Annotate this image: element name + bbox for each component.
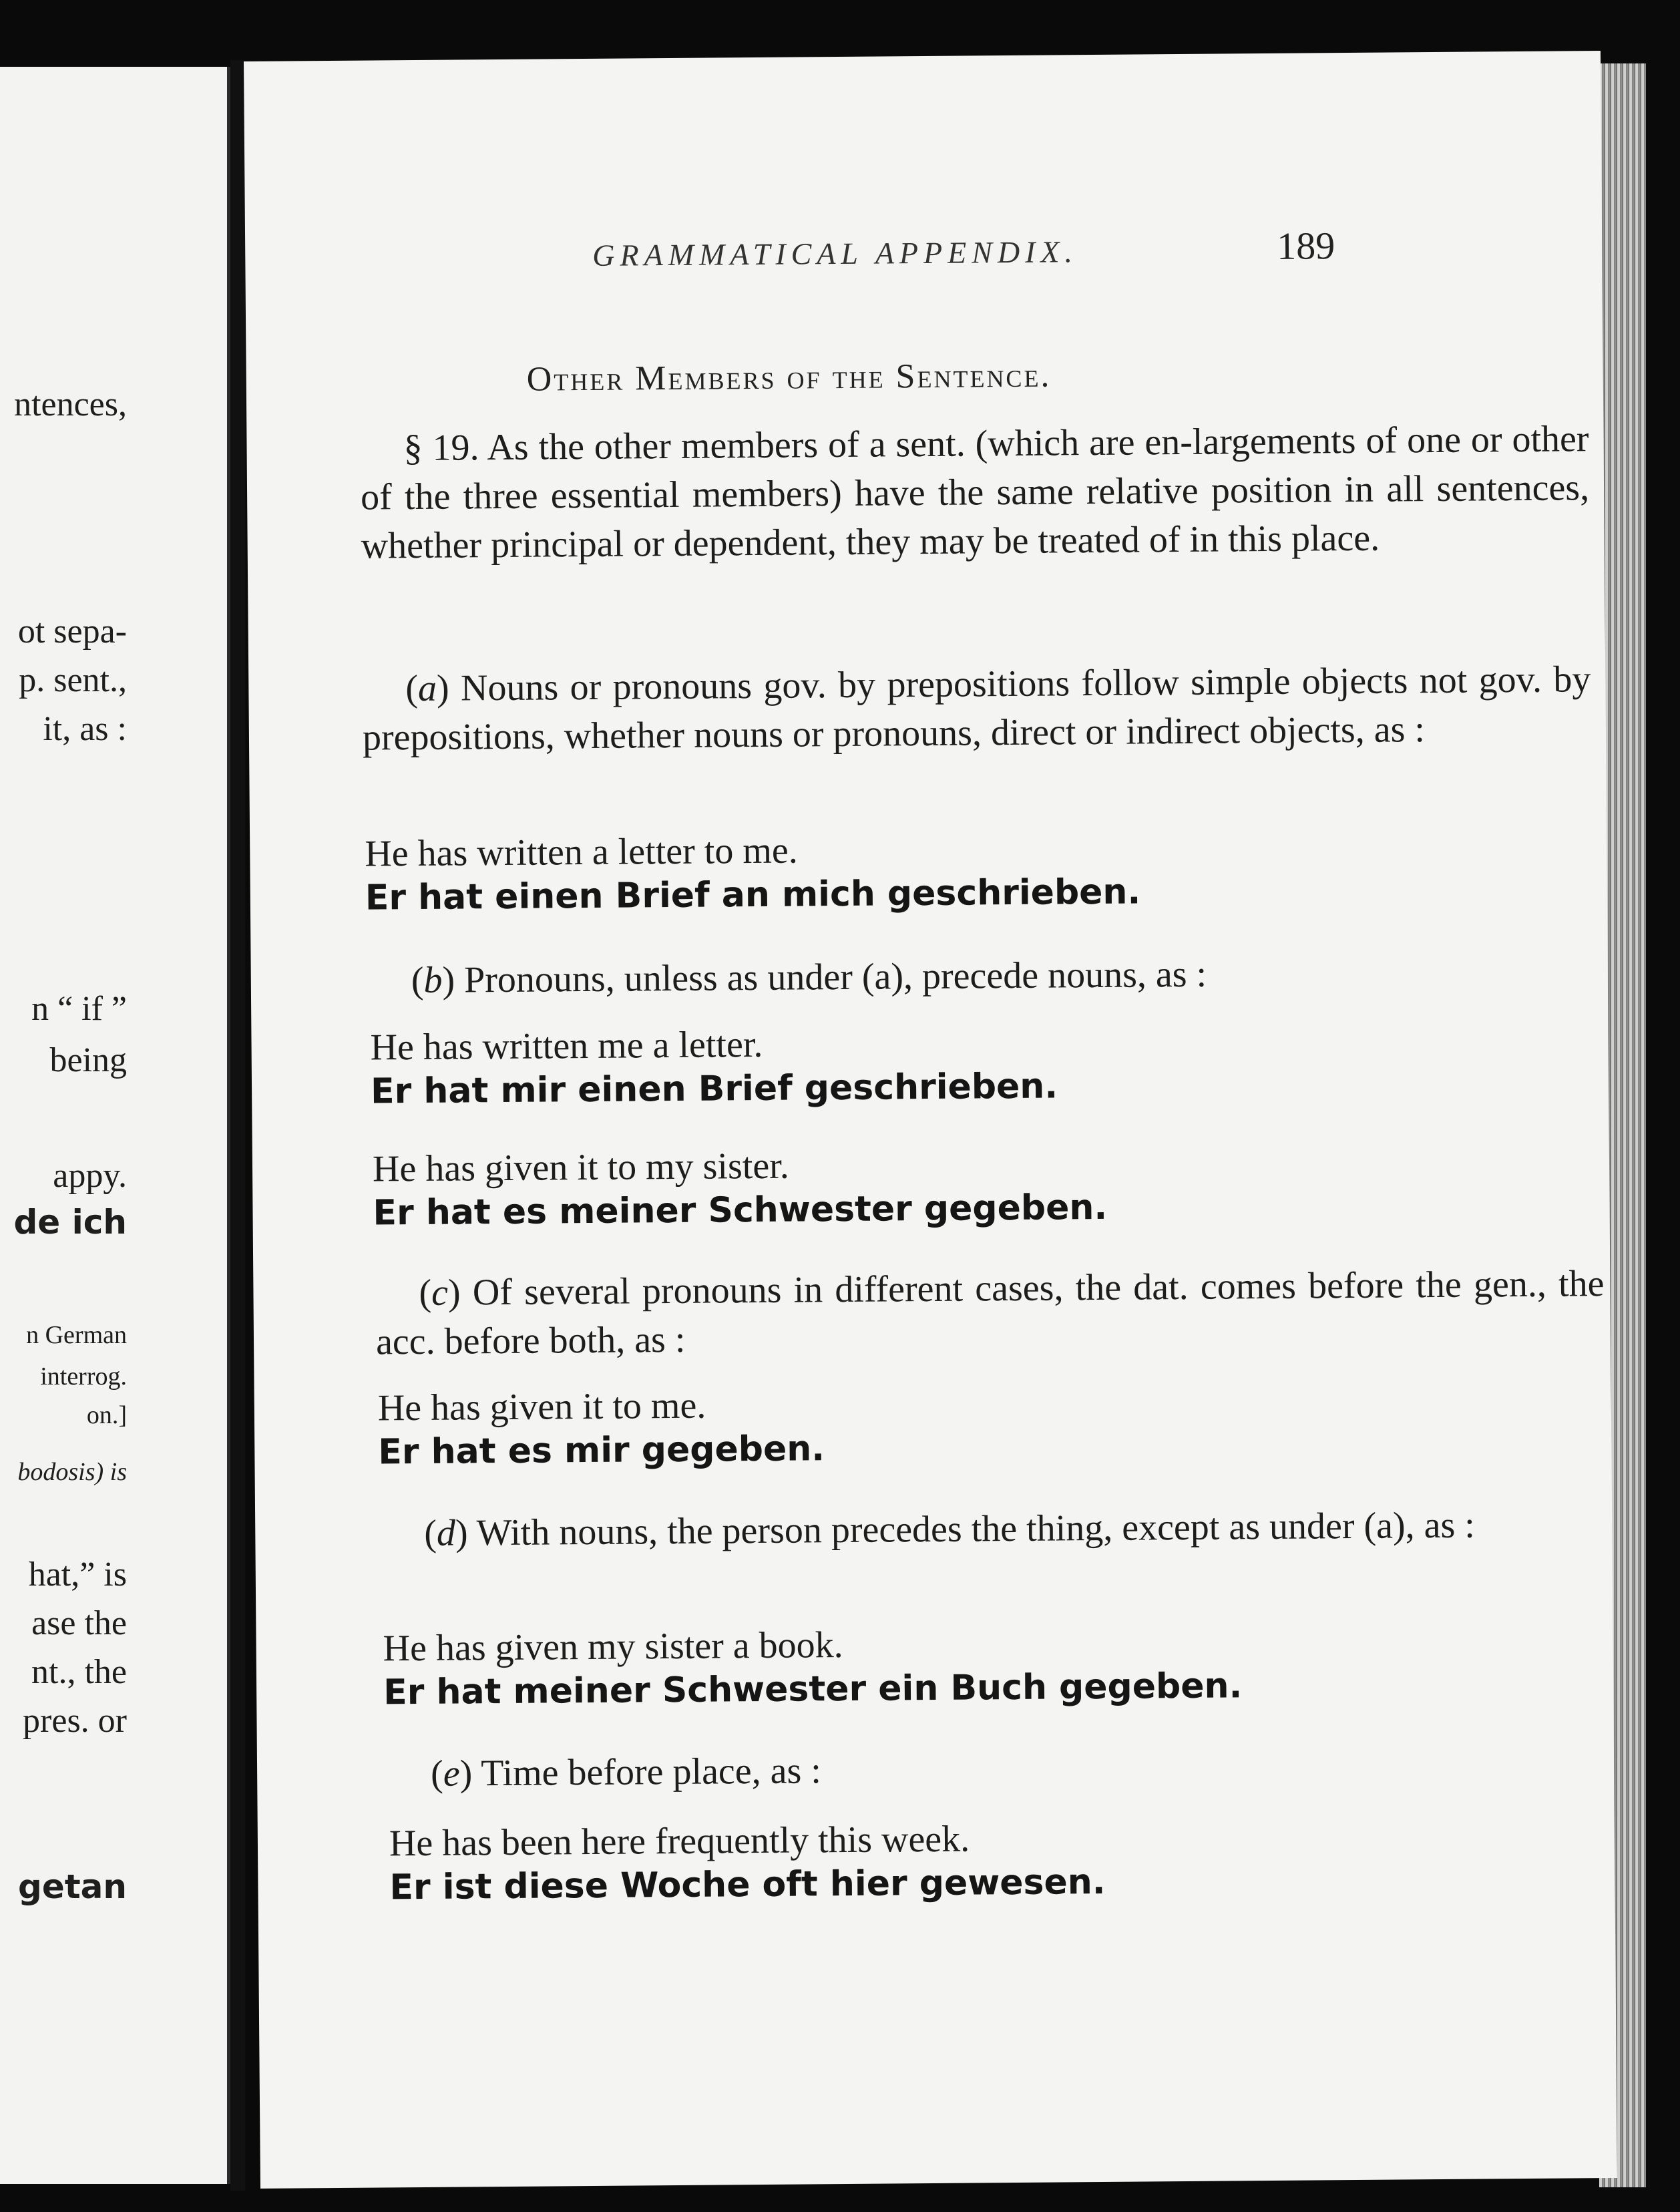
rule-letter: b [423, 959, 443, 1001]
left-page-line: interrog. [40, 1362, 127, 1391]
example-german: Er hat es meiner Schwester gegeben. [373, 1187, 1108, 1234]
page-number: 189 [1276, 224, 1335, 268]
left-page-line: hat,” is [28, 1555, 127, 1594]
left-page-line: ot sepa- [17, 612, 127, 651]
example-german: Er hat es mir gegeben. [378, 1429, 825, 1473]
running-head: GRAMMATICAL APPENDIX. [592, 234, 1078, 272]
example-german: Er hat meiner Schwester ein Buch gegeben. [383, 1666, 1243, 1713]
rule-paren: ( [419, 1272, 432, 1314]
example-german: Er hat mir einen Brief geschrieben. [370, 1066, 1058, 1112]
rule-letter: c [431, 1272, 449, 1314]
left-page-line: it, as : [43, 710, 127, 748]
left-facing-page [0, 67, 234, 2184]
rule-text: ) Nouns or pronouns gov. by prepositions follow simple objects not gov. by prepositions, whether nouns or pronouns, direct or indirect objects, as : [362, 659, 1591, 759]
rule-paren: ( [430, 1753, 444, 1795]
left-page-line: ntences, [14, 385, 127, 423]
rule-c [375, 1260, 1605, 1366]
example-english: He has written a letter to me. [365, 830, 798, 875]
rule-d [381, 1500, 1610, 1558]
left-page-line: getan [18, 1867, 127, 1906]
rule-text: ) With nouns, the person precedes the thing, except as under (a), as : [455, 1504, 1476, 1554]
example-english: He has written me a letter. [370, 1023, 763, 1069]
left-page-line: being [49, 1041, 127, 1079]
left-page-line: de ich [13, 1203, 127, 1242]
intro-paragraph: § 19. As the other members of a sent. (which are en-largements of one or other of the three essential members) have the same relative position in all sentences, whether principal or dependent, they may be treated of in this place. [360, 418, 1590, 567]
book-gutter [230, 60, 245, 2191]
rule-letter: e [443, 1753, 460, 1795]
rule-paren: ( [411, 959, 424, 1002]
section-title: Other Members of the Sentence. [526, 356, 1052, 399]
example-english: He has been here frequently this week. [389, 1818, 970, 1865]
left-page-line: bodosis) is [17, 1458, 127, 1486]
rule-text: ) Pronouns, unless as under (a), precede nouns, as : [442, 953, 1207, 1001]
rule-e [387, 1740, 1617, 1799]
rule-text: ) Time before place, as : [459, 1750, 822, 1795]
example-english: He has given it to my sister. [372, 1145, 789, 1190]
example-german: Er ist diese Woche oft hier gewesen. [389, 1861, 1106, 1908]
rule-letter: a [417, 667, 437, 709]
main-page [244, 51, 1617, 2189]
left-page-line: nt., the [31, 1653, 127, 1691]
left-page-line: n German [26, 1321, 127, 1349]
example-german: Er hat einen Brief an mich geschrieben. [365, 872, 1141, 918]
left-page-line: ase the [31, 1604, 127, 1642]
left-page-line: pres. or [23, 1702, 127, 1740]
left-page-line: on.] [86, 1401, 127, 1429]
example-english: He has given it to me. [377, 1385, 706, 1429]
left-page-line: p. sent., [19, 661, 127, 699]
rule-text: ) Of several pronouns in different cases, the dat. comes before the gen., the acc. before both, as : [375, 1263, 1605, 1363]
rule-a [362, 655, 1591, 762]
example-english: He has given my sister a book. [383, 1624, 843, 1670]
rule-paren: ( [405, 667, 419, 710]
left-page-line: appy. [53, 1157, 127, 1195]
left-page-line: n “ if ” [31, 990, 127, 1028]
rule-letter: d [436, 1512, 456, 1554]
rule-b [368, 947, 1597, 1005]
rule-paren: ( [424, 1512, 437, 1554]
